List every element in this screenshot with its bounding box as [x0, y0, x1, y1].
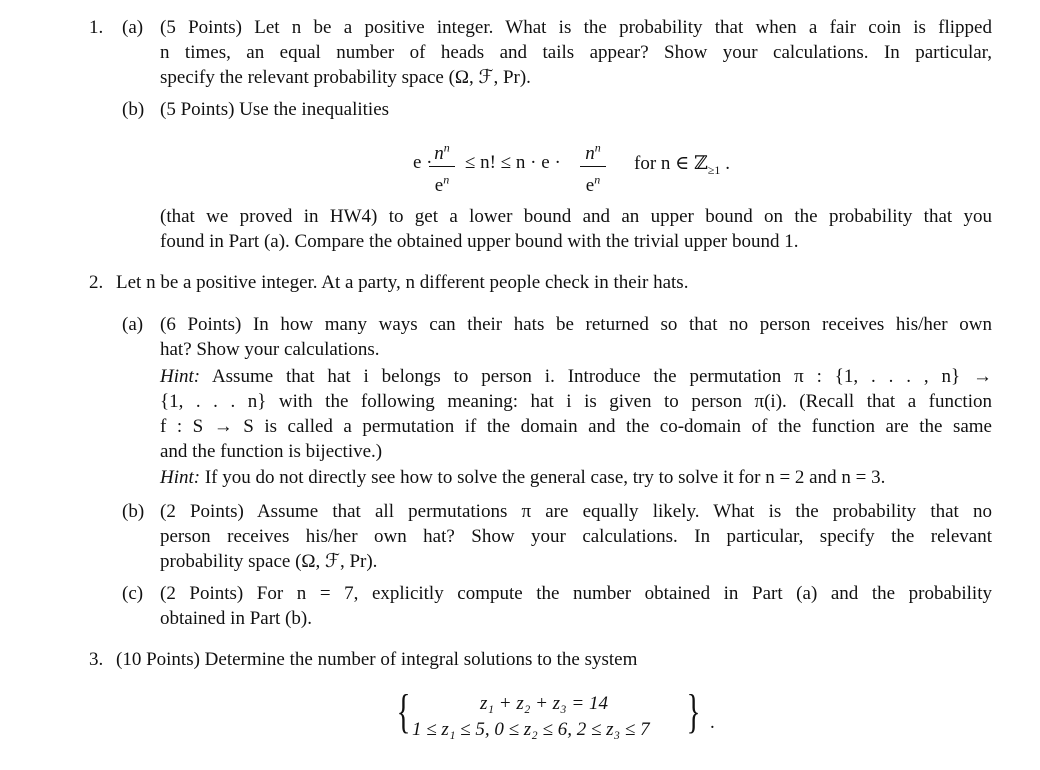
problem-2a-hint2: Hint: If you do not directly see how to solve the general case, try to solve it for n = 2 and n = 3.: [160, 467, 886, 488]
frac-den: $e^n$: [585, 172, 601, 196]
formula-condition: for n ∈ ℤ$_{\ge 1}$ .: [634, 153, 730, 177]
problem-2a-hint1-line-3: f : S → S is called a permutation if the domain and the co-domain of the function are the same: [160, 416, 992, 437]
problem-1a-line-2: n times, an equal number of heads and tails appear? Show your calculations. In particular,: [160, 42, 992, 63]
problem-2b-label: (b): [122, 501, 145, 522]
problem-2a-line-1: (6 Points) In how many ways can their hats be returned so that no person receives his/her own: [160, 314, 992, 335]
problem-2a-hint1-line-2: {1, . . . n} with the following meaning: hat i is given to person π(i). (Recall that a function: [160, 391, 992, 412]
hint-label: Hint:: [160, 467, 201, 488]
system-row-1: z₁ + z₂ + z₃ = 14: [480, 693, 608, 714]
problem-2b-line-2: person receives his/her own hat? Show your calculations. In particular, specify the relevant: [160, 526, 992, 547]
formula-fraction-right: [580, 138, 606, 196]
problem-1-number: 1.: [89, 17, 104, 38]
problem-2c-line-1: (2 Points) For n = 7, explicitly compute the number obtained in Part (a) and the probability: [160, 583, 992, 604]
frac-num: $n^n$: [585, 141, 601, 165]
problem-3-number: 3.: [89, 649, 104, 670]
problem-2a-hint1-line-1: Hint: Assume that hat i belongs to person i. Introduce the permutation π : {1, . . . , n} →: [160, 366, 992, 387]
formula-left-e: e ·: [413, 152, 433, 173]
frac-den: $e^n$: [434, 172, 450, 196]
problem-2a-line-2: hat? Show your calculations.: [160, 339, 380, 360]
problem-2a-label: (a): [122, 314, 144, 335]
frac-num: $n^n$: [434, 141, 450, 165]
problem-2b-line-1: (2 Points) Assume that all permutations π are equally likely. What is the probability that no: [160, 501, 992, 522]
formula-middle: ≤ n! ≤ n · e ·: [465, 152, 561, 173]
problem-2c-line-2: obtained in Part (b).: [160, 608, 312, 629]
problem-1b-after-line-1: (that we proved in HW4) to get a lower bound and an upper bound on the probability that you: [160, 206, 992, 227]
problem-1b-label: (b): [122, 99, 145, 120]
problem-2-number: 2.: [89, 272, 104, 293]
problem-2b-line-3: probability space (Ω, ℱ, Pr).: [160, 551, 378, 572]
problem-1b-line-1: (5 Points) Use the inequalities: [160, 99, 390, 120]
problem-3-intro: (10 Points) Determine the number of integral solutions to the system: [116, 649, 638, 670]
problem-1a-label: (a): [122, 17, 144, 38]
problem-1b-after-line-2: found in Part (a). Compare the obtained upper bound with the trivial upper bound 1.: [160, 231, 799, 252]
system-row-2: 1 ≤ z₁ ≤ 5, 0 ≤ z₂ ≤ 6, 2 ≤ z₃ ≤ 7: [412, 719, 650, 740]
problem-1a-line-3: specify the relevant probability space (Ω, ℱ, Pr).: [160, 67, 531, 88]
left-brace: {: [396, 685, 411, 738]
formula-fraction-left: [429, 138, 455, 196]
problem-1a-line-1: (5 Points) Let n be a positive integer. What is the probability that when a fair coin is flipped: [160, 17, 992, 38]
right-brace: }: [686, 685, 701, 738]
problem-2a-hint1-line-4: and the function is bijective.): [160, 441, 383, 462]
problem-2c-label: (c): [122, 583, 144, 604]
hint-label: Hint:: [160, 366, 201, 387]
system-end-period: .: [710, 712, 715, 733]
problem-2-intro: Let n be a positive integer. At a party, n different people check in their hats.: [116, 272, 689, 293]
